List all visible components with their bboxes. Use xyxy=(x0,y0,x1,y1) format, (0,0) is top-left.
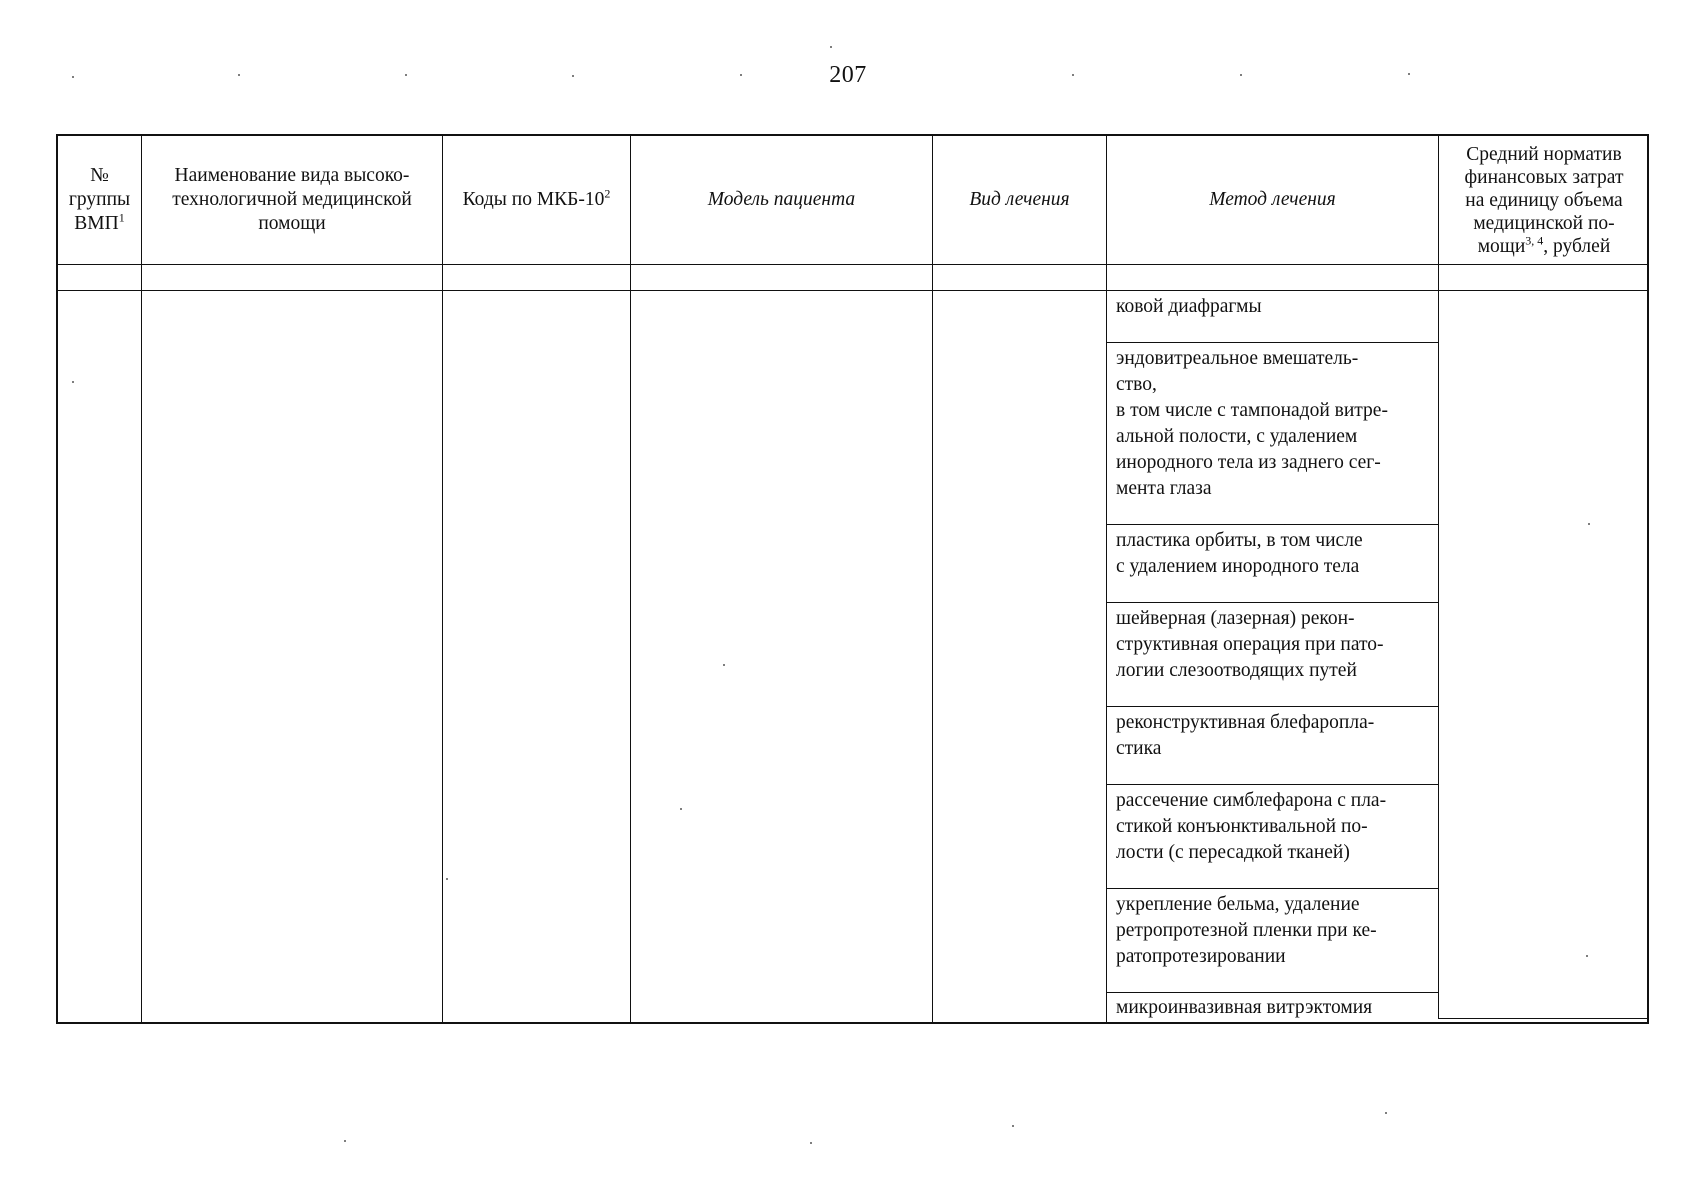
header-cost-standard: Средний норматив финансовых затрат на единицу объема медицинской по- мощи$^{3, 4}$, рублей xyxy=(1464,143,1624,257)
method-cell: реконструктивная блефаропла- стика xyxy=(1116,712,1375,759)
scan-speck xyxy=(72,76,74,78)
scan-speck xyxy=(572,75,574,77)
scan-speck xyxy=(830,46,832,48)
scan-speck xyxy=(344,1140,346,1142)
method-cell: укрепление бельма, удаление ретропротезной пленки при ке- ратопротезировании xyxy=(1116,894,1377,967)
header-group-number: № группы ВМП$^1$ xyxy=(68,165,131,234)
header-divider xyxy=(58,264,1649,265)
method-cell: шейверная (лазерная) рекон- структивная операция при пато- логии слезоотводящих путей xyxy=(1116,608,1384,681)
page-number: 207 xyxy=(829,62,867,88)
scan-speck xyxy=(238,74,240,76)
method-cell: рассечение симблефарона с пла- стикой конъюнктивальной по- лости (с пересадкой тканей) xyxy=(1116,790,1387,863)
header-icd-codes: Коды по МКБ-$10^2$ xyxy=(462,186,611,210)
method-row-divider xyxy=(1106,524,1438,525)
method-row-divider xyxy=(1106,888,1438,889)
method-row-divider xyxy=(1106,342,1438,343)
scan-speck xyxy=(405,74,407,76)
vmp-table xyxy=(56,134,1649,1024)
method-row-divider xyxy=(1106,784,1438,785)
method-row-divider xyxy=(1106,706,1438,707)
header-care-type-name: Наименование вида высоко- технологичной медицинской помощи xyxy=(172,165,412,234)
method-cell: ковой диафрагмы xyxy=(1116,296,1262,317)
column-divider xyxy=(442,136,443,1022)
scan-speck xyxy=(1072,74,1074,76)
scan-speck xyxy=(1012,1125,1014,1127)
scan-speck xyxy=(740,74,742,76)
method-cell: микроинвазивная витрэктомия xyxy=(1116,997,1373,1018)
scan-speck xyxy=(1408,73,1410,75)
column-divider xyxy=(630,136,631,1022)
scan-speck xyxy=(1385,1112,1387,1114)
method-cell: пластика орбиты, в том числе с удалением инородного тела xyxy=(1116,530,1363,577)
header-patient-model: Модель пациента xyxy=(707,189,856,210)
method-cell: эндовитреальное вмешатель- ство, в том числе с тампонадой витре- альной полости, с удалением инородного тела из заднего сег- мента глаза xyxy=(1116,348,1388,499)
column-divider xyxy=(1106,136,1107,1022)
scan-speck xyxy=(810,1142,812,1144)
number-row-divider xyxy=(58,290,1649,291)
cost-cell-bottom xyxy=(1438,1018,1649,1019)
column-divider xyxy=(932,136,933,1022)
header-treatment-type: Вид лечения xyxy=(969,189,1070,210)
method-row-divider xyxy=(1106,992,1438,993)
column-divider xyxy=(141,136,142,1022)
header-treatment-method: Метод лечения xyxy=(1209,189,1336,210)
method-row-divider xyxy=(1106,602,1438,603)
scan-speck xyxy=(1240,74,1242,76)
